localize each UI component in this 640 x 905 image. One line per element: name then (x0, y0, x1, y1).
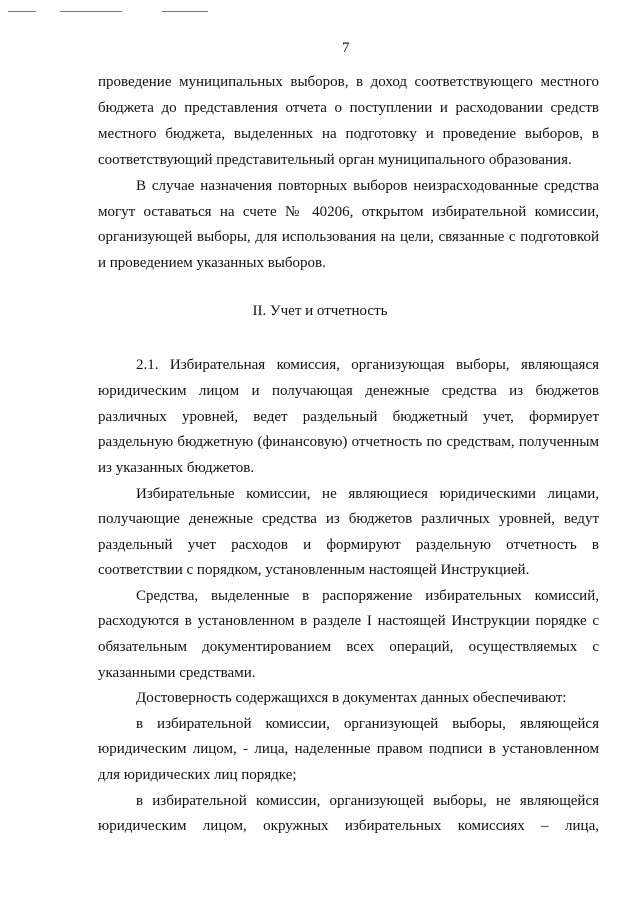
text-line: местного бюджета, выделенных на подготовку и проведение выборов, в (98, 126, 599, 142)
scan-artifact-line (162, 11, 208, 12)
text-line: раздельный учет расходов и формируют раздельную отчетность в (98, 537, 599, 553)
text-line: Средства, выделенные в распоряжение избирательных комиссий, (136, 588, 599, 604)
text-line: Достоверность содержащихся в документах данных обеспечивают: (136, 690, 567, 706)
text-line: проведение муниципальных выборов, в доход соответствующего местного (98, 74, 599, 90)
text-line: для юридических лиц порядке; (98, 767, 297, 783)
text-line: Избирательные комиссии, не являющиеся юридическими лицами, (136, 486, 599, 502)
section-heading: II. Учет и отчетность (252, 303, 388, 319)
text-line: бюджета до представления отчета о поступлении и расходовании средств (98, 100, 599, 116)
text-line: юридическим лицом, окружных избирательных комиссиях – лица, (98, 818, 599, 834)
text-line: юридическим лицом, - лица, наделенные правом подписи в установленном (98, 741, 599, 757)
text-line: указанными средствами. (98, 665, 256, 681)
page-number: 7 (342, 40, 350, 56)
text-line: 2.1. Избирательная комиссия, организующая выборы, являющаяся (136, 357, 599, 373)
text-line: раздельную бюджетную (финансовую) отчетность по средствам, полученным (98, 434, 599, 450)
text-line: организующей выборы, для использования на цели, связанные с подготовкой (98, 229, 599, 245)
text-line: соответствующий представительный орган муниципального образования. (98, 152, 572, 168)
text-line: из указанных бюджетов. (98, 460, 255, 476)
text-line: могут оставаться на счете № 40206, открытом избирательной комиссии, (98, 204, 599, 220)
text-line: В случае назначения повторных выборов неизрасходованные средства (136, 178, 599, 194)
text-line: обязательным документированием всех операций, осуществляемых с (98, 639, 599, 655)
text-line: различных уровней, ведет раздельный бюджетный учет, формирует (98, 409, 599, 425)
scan-artifact-line (8, 11, 36, 12)
text-line: расходуются в установленном в разделе I настоящей Инструкции порядке с (98, 613, 599, 629)
text-line: получающие денежные средства из бюджетов различных уровней, ведут (98, 511, 599, 527)
text-line: в избирательной комиссии, организующей выборы, являющейся (136, 716, 599, 732)
scan-artifact-line (60, 11, 122, 12)
text-line: и проведением указанных выборов. (98, 255, 326, 271)
text-line: в избирательной комиссии, организующей выборы, не являющейся (136, 793, 599, 809)
text-line: юридическим лицом и получающая денежные средства из бюджетов (98, 383, 599, 399)
text-line: соответствии с порядком, установленным настоящей Инструкцией. (98, 562, 530, 578)
